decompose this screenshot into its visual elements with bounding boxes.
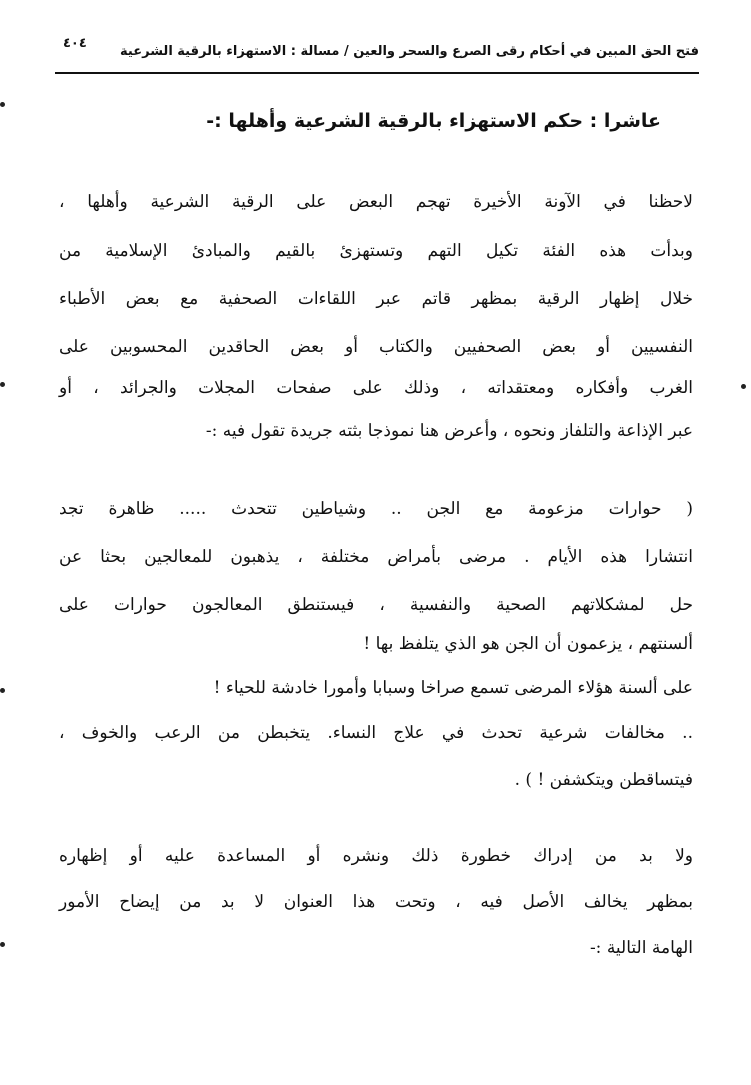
paragraph-2-line-2: انتشارا هذه الأيام . مرضى بأمراض مختلفة ، يذهبون للمعالجين بحثا عن	[59, 547, 693, 567]
scan-dot	[0, 102, 5, 107]
scan-dot	[0, 942, 5, 947]
page-header	[55, 30, 699, 74]
page-number: ٤٠٤	[63, 36, 87, 51]
section-heading: عاشرا : حكم الاستهزاء بالرقية الشرعية وأهلها :-	[206, 110, 661, 132]
paragraph-1-line-5: الغرب وأفكاره ومعتقداته ، وذلك على صفحات المجلات والجرائد ، أو	[59, 378, 693, 398]
scan-dot	[0, 688, 5, 693]
paragraph-3-line-2: بمظهر يخالف الأصل فيه ، وتحت هذا العنوان لا بد من إيضاح الأمور	[59, 892, 693, 912]
paragraph-2-line-6: .. مخالفات شرعية تحدث في علاج النساء. يتخبطن من الرعب والخوف ،	[59, 723, 693, 743]
paragraph-1-line-1: لاحظنا في الآونة الأخيرة تهجم البعض على الرقية الشرعية وأهلها ،	[59, 192, 693, 212]
scan-dot	[741, 384, 746, 389]
running-header-title: فتح الحق المبين في أحكام رقى الصرع والسحر والعين / مسالة : الاستهزاء بالرقية الشرعية	[120, 44, 699, 59]
paragraph-2-line-4: ألسنتهم ، يزعمون أن الجن هو الذي يتلفظ بها !	[363, 634, 693, 654]
paragraph-2-line-1: ( حوارات مزعومة مع الجن .. وشياطين تتحدث ..... ظاهرة تجد	[59, 499, 693, 519]
paragraph-1-line-6: عبر الإذاعة والتلفاز ونحوه ، وأعرض هنا نموذجا بثته جريدة تقول فيه :-	[205, 421, 693, 441]
paragraph-1-line-3: خلال إظهار الرقية بمظهر قاتم عبر اللقاءات الصحفية مع بعض الأطباء	[59, 289, 693, 309]
paragraph-2-line-5: على ألسنة هؤلاء المرضى تسمع صراخا وسبابا وأمورا خادشة للحياء !	[213, 678, 693, 698]
paragraph-3-line-3: الهامة التالية :-	[589, 938, 693, 958]
scan-dot	[0, 382, 5, 387]
paragraph-2-line-3: حل لمشكلاتهم الصحية والنفسية ، فيستنطق المعالجون حوارات على	[59, 595, 693, 615]
paragraph-2-line-7: فيتساقطن ويتكشفن ! ) .	[514, 770, 693, 790]
paragraph-3-line-1: ولا بد من إدراك خطورة ذلك ونشره أو المساعدة عليه أو إظهاره	[59, 846, 693, 866]
paragraph-1-line-2: وبدأت هذه الفئة تكيل التهم وتستهزئ بالقيم والمبادئ الإسلامية من	[59, 241, 693, 261]
paragraph-1-line-4: النفسيين أو بعض الصحفيين والكتاب أو بعض الحاقدين المحسوبين على	[59, 337, 693, 357]
